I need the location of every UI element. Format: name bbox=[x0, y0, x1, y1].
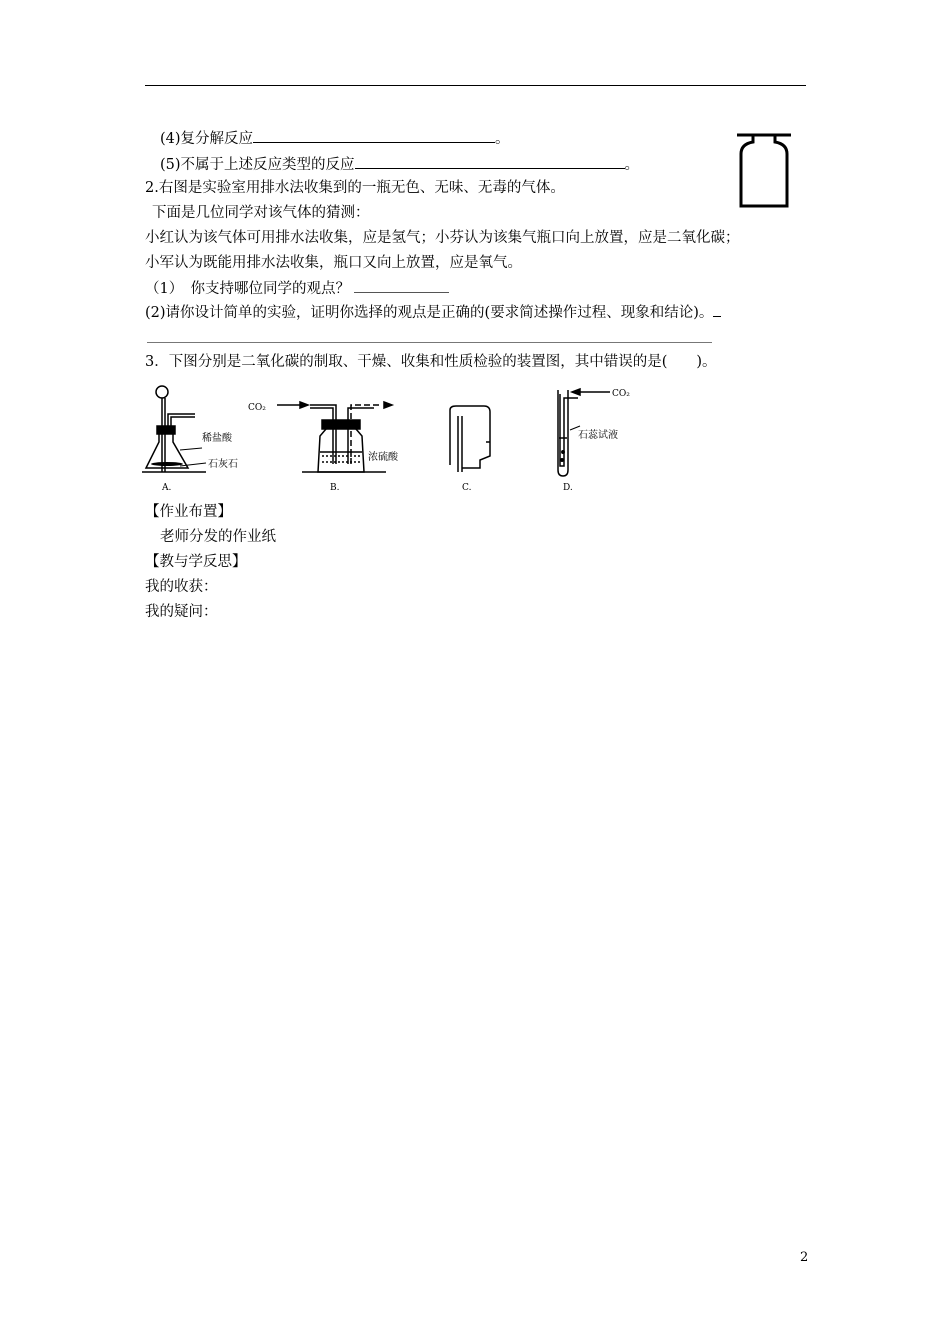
label-sulfuric: 浓硫酸 bbox=[368, 452, 398, 463]
label-a: A. bbox=[162, 483, 172, 492]
homework-content: 老师分发的作业纸 bbox=[160, 529, 276, 545]
q4-label: (4)复分解反应 bbox=[160, 131, 254, 147]
label-b: B. bbox=[330, 483, 340, 492]
label-stone: 石灰石 bbox=[208, 459, 238, 470]
q4-line: (4)复分解反应 。 bbox=[160, 128, 510, 149]
label-co2-b: CO₂ bbox=[248, 403, 266, 413]
apparatus-a bbox=[142, 386, 206, 472]
q3-text: 3．下图分别是二氧化碳的制取、干燥、收集和性质检验的装置图，其中错误的是( )。 bbox=[145, 354, 717, 370]
apparatus-c bbox=[450, 406, 490, 472]
q4-blank[interactable] bbox=[253, 128, 495, 143]
label-c: C. bbox=[462, 483, 472, 492]
q2-intro: 2.右图是实验室用排水法收集到的一瓶无色、无味、无毒的气体。 bbox=[145, 180, 565, 196]
gas-bottle-figure bbox=[735, 132, 795, 212]
label-acid: 稀盐酸 bbox=[202, 433, 232, 444]
q2-sub1-line bbox=[145, 278, 449, 299]
label-d: D. bbox=[563, 483, 573, 492]
q5-line: (5)不属于上述反应类型的反应 。 bbox=[160, 154, 639, 175]
q2-sub1-blank[interactable] bbox=[354, 278, 449, 293]
reflection-heading: 【教与学反思】 bbox=[145, 554, 247, 570]
page-number: 2 bbox=[800, 1250, 809, 1265]
label-co2-d: CO₂ bbox=[612, 389, 630, 399]
q2-sub2-line bbox=[145, 302, 721, 323]
label-litmus: 石蕊试液 bbox=[578, 430, 618, 441]
q2-line3: 小红认为该气体可用排水法收集，应是氢气；小芬认为该集气瓶口向上放置，应是二氧化碳； bbox=[145, 230, 740, 246]
q5-blank[interactable] bbox=[355, 154, 625, 169]
q2-sub1: （1） 你支持哪位同学的观点？ bbox=[145, 281, 350, 297]
q2-sub2: (2)请你设计简单的实验，证明你选择的观点是正确的(要求简述操作过程、现象和结论)。 bbox=[145, 305, 714, 321]
reflection-gain: 我的收获： bbox=[145, 579, 218, 595]
reflection-question: 我的疑问： bbox=[145, 604, 218, 620]
q5-label: (5)不属于上述反应类型的反应 bbox=[160, 157, 355, 173]
q2-line4: 小军认为既能用排水法收集，瓶口又向上放置，应是氧气。 bbox=[145, 255, 522, 271]
homework-heading: 【作业布置】 bbox=[145, 504, 232, 520]
q2-line2: 下面是几位同学对该气体的猜测： bbox=[152, 205, 370, 221]
header-rule bbox=[145, 85, 806, 86]
co2-apparatus-figure bbox=[140, 380, 640, 492]
q2-answer-line[interactable] bbox=[147, 342, 712, 343]
